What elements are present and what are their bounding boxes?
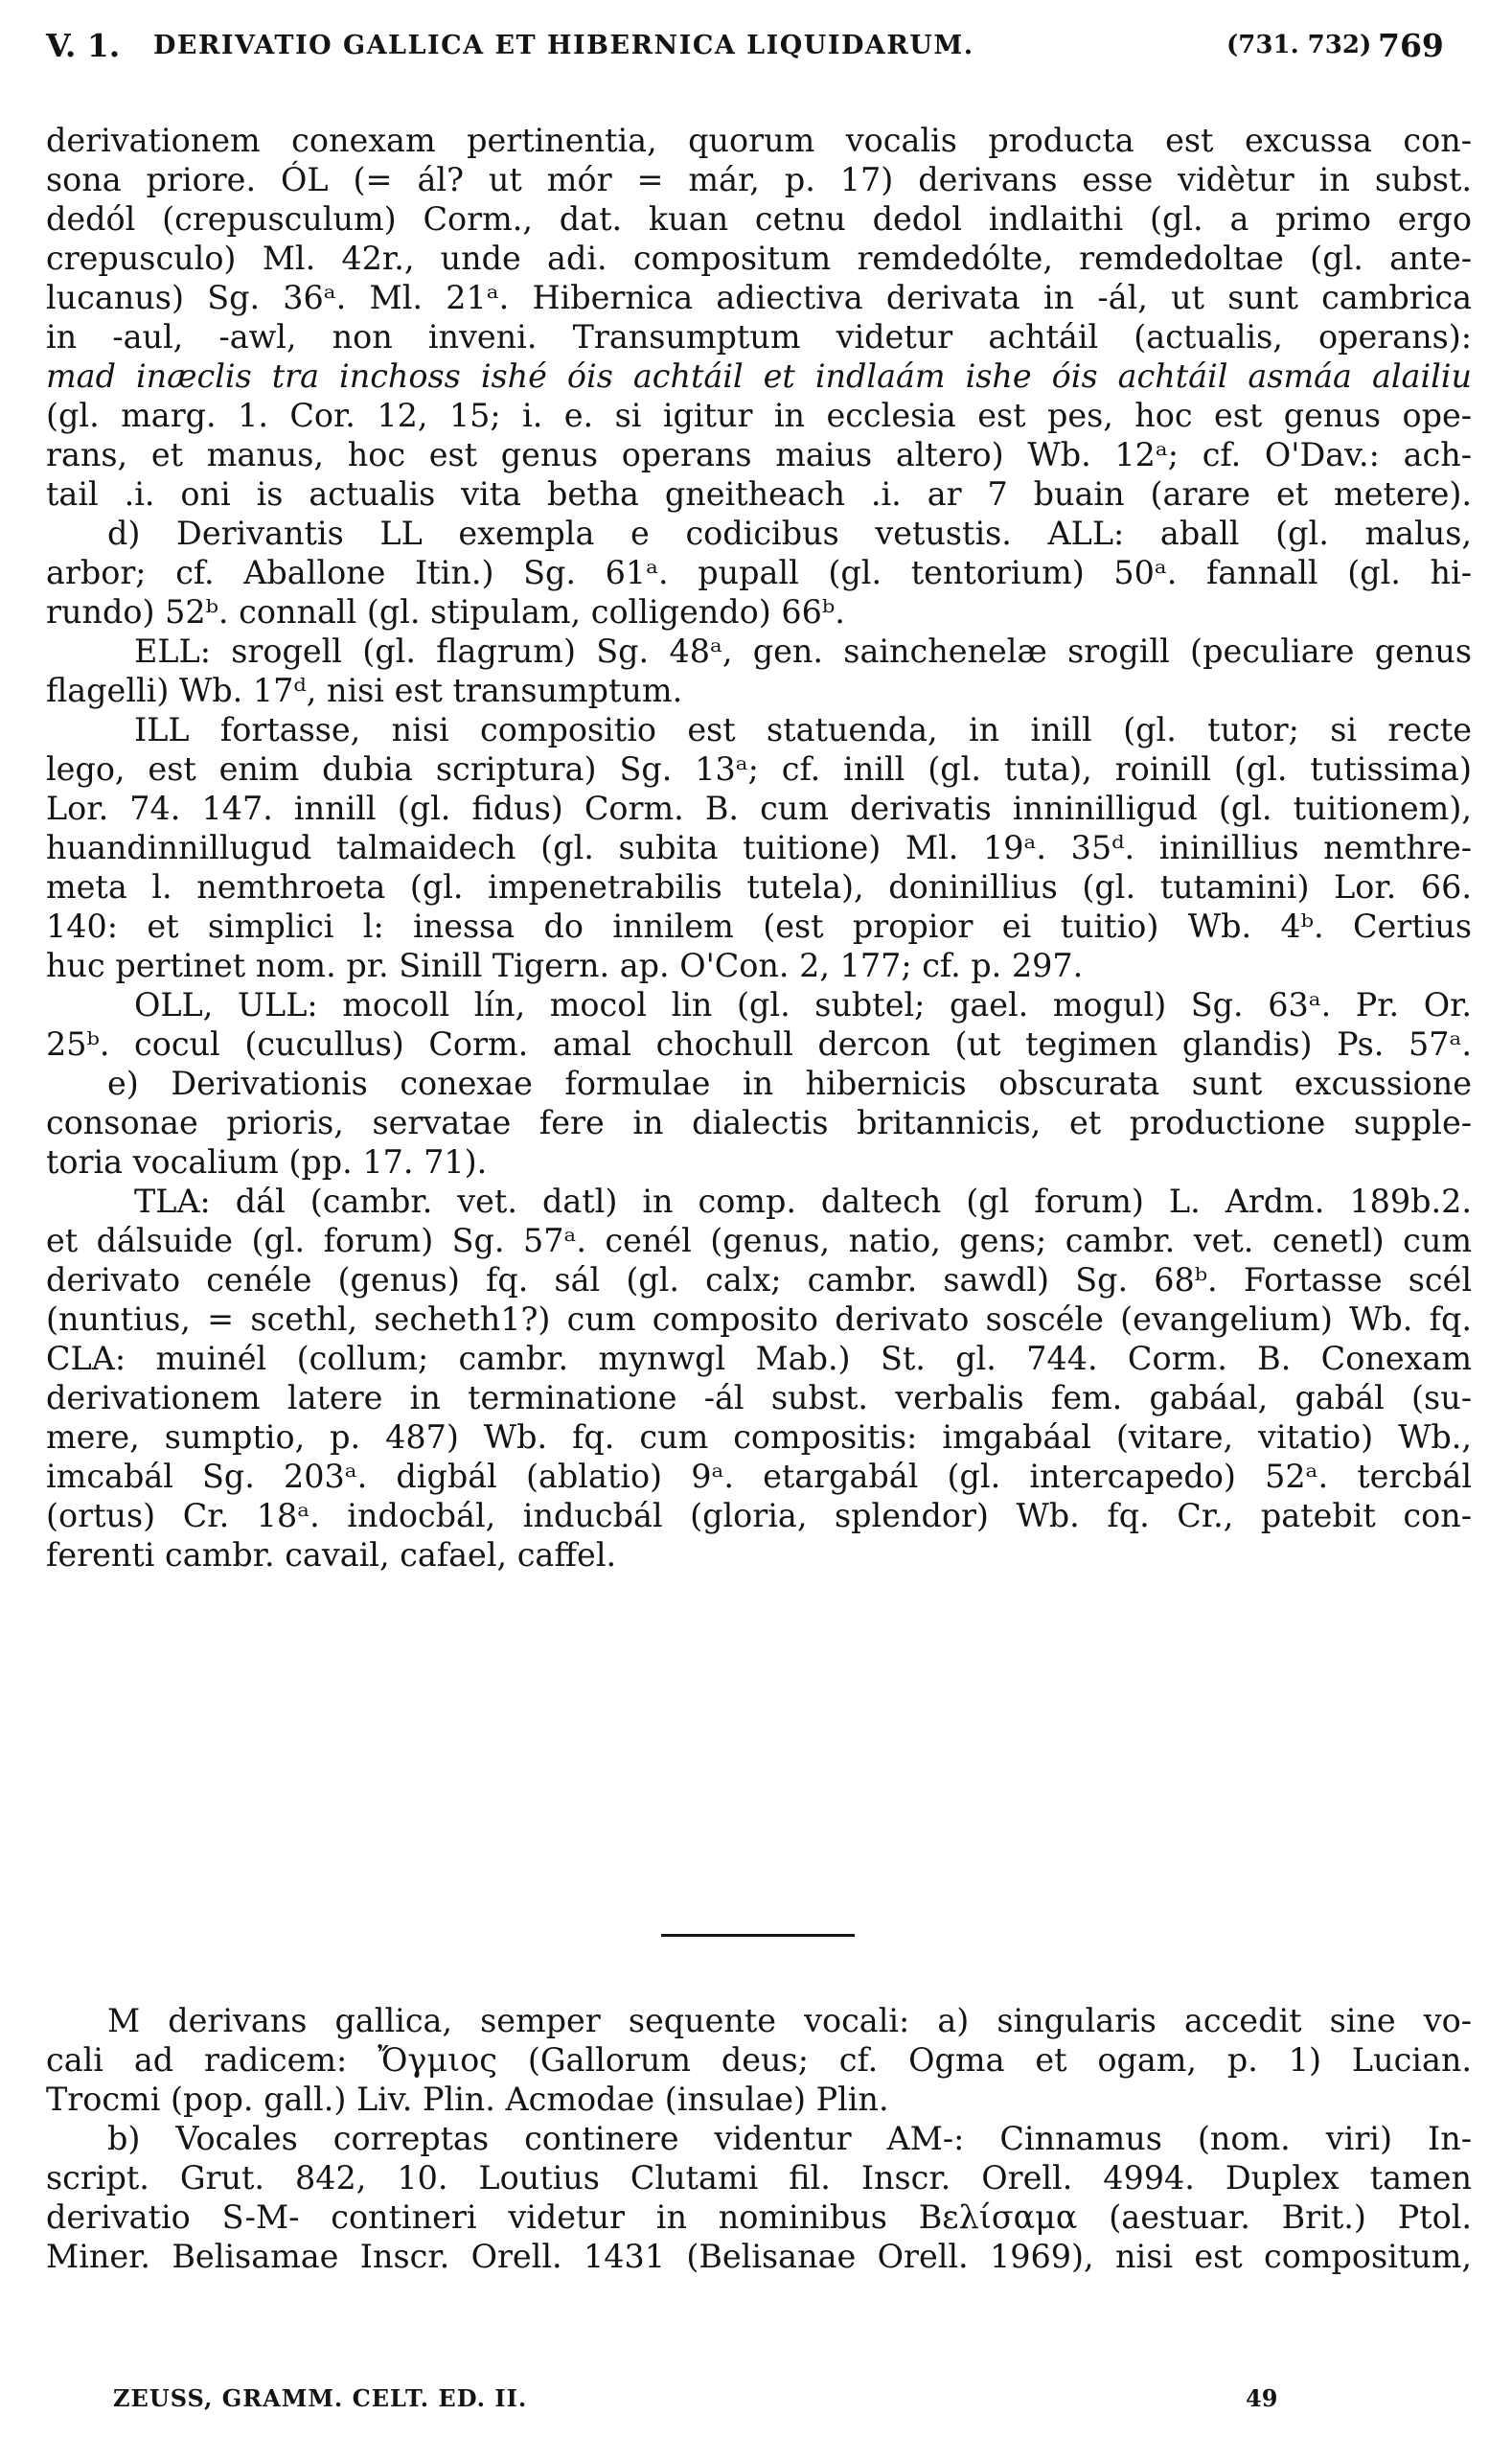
text-line: dedól (crepusculum) Corm., dat. kuan cetnu dedol indlaithi (gl. a primo ergo [46, 200, 1472, 238]
m-section-text [46, 2001, 1472, 2276]
text-line: M derivans gallica, semper sequente vocali: a) singularis accedit sine vo- [107, 2002, 1472, 2039]
text-line: sona priore. ÓL (= ál? ut mór = már, p. 17) derivans esse vidètur in subst. [46, 161, 1472, 198]
text-line: meta l. nemthroeta (gl. impenetrabilis tutela), doninillius (gl. tutamini) Lor. 66. [46, 868, 1472, 906]
text-line: rans, et manus, hoc est genus operans maius altero) Wb. 12ᵃ; cf. O'Dav.: ach- [46, 436, 1472, 473]
text-line: e) Derivationis conexae formulae in hibernicis obscurata sunt excussione [107, 1065, 1472, 1102]
text-line: cali ad radicem: Ὄγμιος (Gallorum deus; cf. Ogma et ogam, p. 1) Lucian. [46, 2041, 1472, 2079]
text-line: mad inæclis tra inchoss ishé óis achtáil et indlaám ishe óis achtáil asmáa alailiu [46, 357, 1472, 395]
text-line: (gl. marg. 1. Cor. 12, 15; i. e. si igitur in ecclesia est pes, hoc est genus ope- [46, 397, 1472, 434]
text-line: derivationem conexam pertinentia, quorum vocalis producta est excussa con- [46, 122, 1472, 159]
text-line: Miner. Belisamae Inscr. Orell. 1431 (Belisanae Orell. 1969), nisi est compositum, [46, 2238, 1472, 2275]
running-header [46, 27, 1464, 84]
running-title: DERIVATIO GALLICA ET HIBERNICA LIQUIDARUM. [153, 31, 974, 60]
text-line: (ortus) Cr. 18ᵃ. indocbál, inducbál (gloria, splendor) Wb. fq. Cr., patebit con- [46, 1497, 1472, 1534]
sheet-number: 49 [1246, 2384, 1278, 2412]
text-line: derivatio S-M- contineri videtur in nominibus Βελίσαμα (aestuar. Brit.) Ptol. [46, 2198, 1472, 2236]
text-line: (nuntius, = scethl, secheth1?) cum composito derivato soscéle (evangelium) Wb. fq. [46, 1300, 1472, 1338]
text-line: in -aul, -awl, non inveni. Transumptum videtur achtáil (actualis, operans): [46, 318, 1472, 356]
text-line: flagelli) Wb. 17ᵈ, nisi est transumptum. [46, 672, 683, 709]
text-line: mere, sumptio, p. 487) Wb. fq. cum compositis: imgabáal (vitare, vitatio) Wb., [46, 1418, 1472, 1456]
section-divider [661, 1934, 855, 1937]
text-line: arbor; cf. Aballone Itin.) Sg. 61ᵃ. pupall (gl. tentorium) 50ᵃ. fannall (gl. hi- [46, 554, 1472, 591]
main-text [46, 121, 1472, 1575]
text-line: lucanus) Sg. 36ᵃ. Ml. 21ᵃ. Hibernica adiectiva derivata in -ál, ut sunt cambrica [46, 279, 1472, 316]
text-line: OLL, ULL: mocoll lín, mocol lin (gl. subtel; gael. mogul) Sg. 63ᵃ. Pr. Or. [134, 986, 1472, 1024]
text-line: huc pertinet nom. pr. Sinill Tigern. ap. O'Con. 2, 177; cf. p. 297. [46, 947, 1084, 984]
text-line: rundo) 52ᵇ. connall (gl. stipulam, colligendo) 66ᵇ. [46, 593, 845, 631]
text-line: imcabál Sg. 203ᵃ. digbál (ablatio) 9ᵃ. etargabál (gl. intercapedo) 52ᵃ. tercbál [46, 1458, 1472, 1495]
text-line: toria vocalium (pp. 17. 71). [46, 1143, 488, 1181]
text-line: 140: et simplici l: inessa do innilem (est propior ei tuitio) Wb. 4ᵇ. Certius [46, 908, 1472, 945]
text-line: d) Derivantis LL exempla e codicibus vetustis. ALL: aball (gl. malus, [107, 515, 1472, 552]
text-line: ILL fortasse, nisi compositio est statuenda, in inill (gl. tutor; si recte [134, 711, 1472, 748]
column-reference: (731. 732) [1226, 31, 1372, 59]
text-line: consonae prioris, servatae fere in dialectis britannicis, et productione supple- [46, 1104, 1472, 1141]
text-line: derivato cenéle (genus) fq. sál (gl. calx; cambr. sawdl) Sg. 68ᵇ. Fortasse scél [46, 1261, 1472, 1299]
text-line: Lor. 74. 147. innill (gl. fidus) Corm. B. cum derivatis inninilligud (gl. tuitionem), [46, 790, 1472, 827]
text-line: huandinnillugud talmaidech (gl. subita tuitione) Ml. 19ᵃ. 35ᵈ. ininillius nemthre- [46, 829, 1472, 866]
text-line: TLA: dál (cambr. vet. datl) in comp. daltech (gl forum) L. Ardm. 189b.2. [134, 1183, 1472, 1220]
signature-mark: ZEUSS, GRAMM. CELT. ED. II. [113, 2384, 528, 2412]
text-line: 25ᵇ. cocul (cucullus) Corm. amal chochull dercon (ut tegimen glandis) Ps. 57ᵃ. [46, 1025, 1472, 1063]
text-line: lego, est enim dubia scriptura) Sg. 13ᵃ; cf. inill (gl. tuta), roinill (gl. tutissima) [46, 750, 1472, 788]
page-number: 769 [1378, 27, 1444, 64]
text-line: crepusculo) Ml. 42r., unde adi. compositum remdedólte, remdedoltae (gl. ante- [46, 240, 1472, 277]
text-line: script. Grut. 842, 10. Loutius Clutami fil. Inscr. Orell. 4994. Duplex tamen [46, 2159, 1472, 2196]
text-line: CLA: muinél (collum; cambr. mynwgl Mab.) St. gl. 744. Corm. B. Conexam [46, 1340, 1472, 1377]
text-line: b) Vocales correptas continere videntur AM-: Cinnamus (nom. viri) In- [107, 2120, 1472, 2157]
text-line: ELL: srogell (gl. flagrum) Sg. 48ᵃ, gen. sainchenelæ srogill (peculiare genus [134, 632, 1472, 670]
text-line: et dálsuide (gl. forum) Sg. 57ᵃ. cenél (genus, natio, gens; cambr. vet. cenetl) cum [46, 1222, 1472, 1259]
text-line: tail .i. oni is actualis vita betha gneitheach .i. ar 7 buain (arare et metere). [46, 475, 1472, 513]
text-line: Trocmi (pop. gall.) Liv. Plin. Acmodae (insulae) Plin. [46, 2081, 889, 2118]
section-number: V. 1. [46, 27, 121, 64]
text-line: derivationem latere in terminatione -ál subst. verbalis fem. gabáal, gabál (su- [46, 1379, 1472, 1416]
text-line: ferenti cambr. cavail, cafael, caffel. [46, 1536, 617, 1574]
page-footer [46, 2384, 1464, 2426]
